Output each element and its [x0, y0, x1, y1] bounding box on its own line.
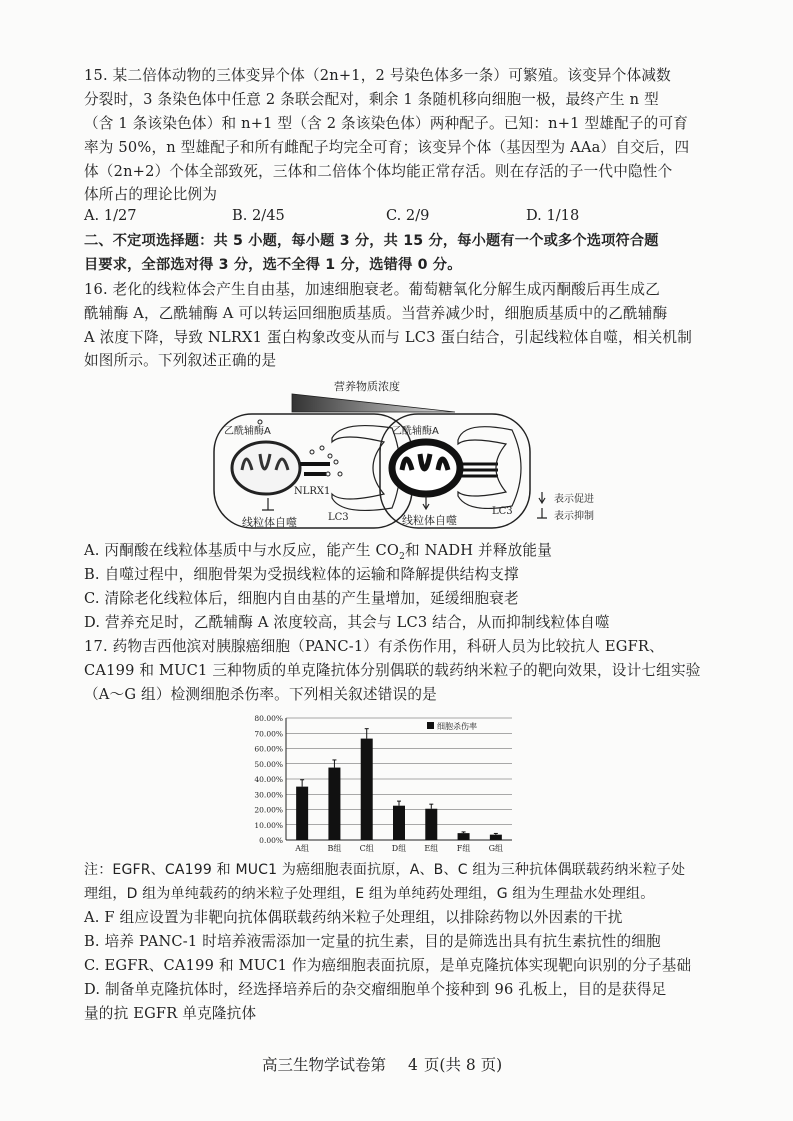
bar-E组 — [425, 809, 437, 840]
q16-line: 如图所示。下列叙述正确的是 — [84, 352, 277, 369]
q16-option-a[interactable] — [84, 541, 552, 567]
page-number: 4 — [408, 1056, 418, 1074]
legend-inhibit-label: 表示抑制 — [554, 511, 594, 522]
nlrx1-bar — [304, 472, 326, 476]
q17-note-line: 理组，D 组为单纯载药的纳米粒子处理组，E 组为单纯药处理组，G 组为生理盐水处理组。 — [84, 886, 655, 902]
q17-line: （A～G 组）检测细胞杀伤率。下列相关叙述错误的是 — [84, 686, 437, 703]
q15-line: 率为 50%，n 型雄配子和所有雌配子均完全可育；该变异个体（基因型为 AAa）自交后，四 — [84, 139, 690, 156]
x-tick-label: G组 — [488, 844, 504, 853]
y-tick-label: 80.00% — [254, 714, 283, 723]
q16-line: 16. 老化的线粒体会产生自由基，加速细胞衰老。葡萄糖氧化分解生成丙酮酸后再生成乙 — [84, 281, 661, 298]
right-phagophore — [458, 427, 521, 509]
y-tick-label: 30.00% — [254, 790, 283, 800]
inhibit-symbol — [262, 498, 274, 510]
q17-note-line: 注：EGFR、CA199 和 MUC1 为癌细胞表面抗原，A、B、C 组为三种抗体偶联载药纳米粒子处 — [84, 862, 686, 878]
q16-line: A 浓度下降，导致 NLRX1 蛋白构象改变从而与 LC3 蛋白结合，引起线粒体自噬，相关机制 — [84, 329, 692, 346]
q17-line: 17. 药物吉西他滨对胰腺癌细胞（PANC-1）有杀伤作用，科研人员为比较抗人 EGFR、 — [84, 638, 664, 655]
nutrient-gradient-wedge — [292, 394, 455, 412]
gradient-label: 营养物质浓度 — [334, 380, 400, 393]
chart-x-ticks — [294, 844, 503, 853]
y-tick-label: 40.00% — [254, 775, 283, 784]
legend-label: 细胞杀伤率 — [437, 722, 477, 731]
q15-option-a[interactable]: A. 1/27 — [84, 207, 137, 224]
bar-B组 — [328, 768, 340, 840]
q15-line: 15. 某二倍体动物的三体变异个体（2n+1，2 号染色体多一条）可繁殖。该变异个体减数 — [84, 67, 671, 84]
q15-line: 体（2n+2）个体全部致死，三体和二倍体个体均能正常存活。则在存活的子一代中隐性个 — [84, 163, 673, 180]
q15-option-c[interactable]: C. 2/9 — [386, 207, 430, 224]
q15-option-b[interactable]: B. 2/45 — [232, 207, 285, 224]
y-tick-label: 10.00% — [254, 820, 283, 830]
footer-total: 页(共 8 页) — [423, 1056, 503, 1074]
bar-G组 — [490, 835, 502, 840]
chart-y-ticks — [254, 714, 283, 845]
promote-arrow — [423, 496, 429, 509]
q16-line: 酰辅酶 A，乙酰辅酶 A 可以转运回细胞质基质。当营养减少时，细胞质基质中的乙酰辅酶 — [84, 305, 668, 322]
page-footer — [262, 1053, 502, 1075]
y-tick-label: 0.00% — [259, 836, 283, 845]
nlrx1-bar — [300, 462, 330, 466]
right-acetyl-coa-label: 乙酰辅酶A — [392, 426, 439, 437]
y-tick-label: 20.00% — [254, 805, 283, 815]
x-tick-label: F组 — [456, 844, 471, 853]
q17-option-d-cont: 量的抗 EGFR 单克隆抗体 — [84, 1005, 257, 1022]
x-tick-label: D组 — [391, 844, 407, 853]
legend-promote-icon — [539, 492, 545, 503]
q16-option-c[interactable]: C. 清除老化线粒体后，细胞内自由基的产生量增加，延缓细胞衰老 — [84, 590, 519, 607]
bar-F组 — [458, 833, 470, 840]
lc3-binding-complex — [460, 464, 498, 476]
section-2-line: 目要求，全部选对得 3 分，选不全得 1 分，选错得 0 分。 — [84, 257, 462, 273]
x-tick-label: C组 — [359, 844, 374, 853]
legend-promote-label: 表示促进 — [554, 494, 594, 505]
cell-kill-rate-chart — [230, 712, 520, 860]
legend-inhibit-icon — [537, 508, 547, 518]
q16-option-a-text-end: 和 NADH 并释放能量 — [405, 542, 552, 559]
q16-option-b[interactable]: B. 自噬过程中，细胞骨架为受损线粒体的运输和降解提供结构支撑 — [84, 566, 519, 583]
left-lc3-label: LC3 — [328, 512, 349, 523]
right-outcome-label: 线粒体自噬 — [402, 514, 457, 527]
x-tick-label: B组 — [327, 844, 342, 853]
nlrx1-label: NLRX1 — [294, 486, 331, 497]
x-tick-label: E组 — [424, 844, 439, 853]
q17-line: CA199 和 MUC1 三种物质的单克隆抗体分别偶联的载药纳米粒子的靶向效果，设计七组实验 — [84, 662, 701, 679]
q16-option-a-text: A. 丙酮酸在线粒体基质中与水反应，能产生 CO — [84, 542, 400, 559]
mitophagy-diagram — [212, 378, 622, 530]
y-tick-label: 50.00% — [254, 759, 283, 769]
bar-A组 — [296, 787, 308, 840]
legend-swatch — [427, 722, 434, 729]
q15-option-d[interactable]: D. 1/18 — [526, 207, 580, 224]
section-2-line: 二、不定项选择题：共 5 小题，每小题 3 分，共 15 分，每小题有一个或多个选项符合题 — [84, 233, 659, 249]
q15-line: 分裂时，3 条染色体中任意 2 条联会配对，剩余 1 条随机移向细胞一极，最终产生 n 型 — [84, 91, 659, 108]
chart-bars — [296, 729, 502, 840]
left-acetyl-coa-label: 乙酰辅酶A — [224, 426, 271, 437]
bar-C组 — [361, 739, 373, 840]
q17-option-a[interactable]: A. F 组应设置为非靶向抗体偶联载药纳米粒子处理组，以排除药物以外因素的干扰 — [84, 909, 623, 926]
x-tick-label: A组 — [295, 844, 310, 853]
q15-line: 体所占的理论比例为 — [84, 186, 218, 203]
q15-line: （含 1 条该染色体）和 n+1 型（含 2 条该染色体）两种配子。已知：n+1 型雄配子的可育 — [84, 115, 689, 132]
right-lc3-label: LC3 — [492, 506, 513, 517]
y-tick-label: 60.00% — [254, 744, 283, 754]
co2-subscript: 2 — [399, 551, 406, 562]
footer-title: 高三生物学试卷第 — [262, 1056, 387, 1074]
bar-D组 — [393, 806, 405, 840]
q16-option-d[interactable]: D. 营养充足时，乙酰辅酶 A 浓度较高，其会与 LC3 结合，从而抑制线粒体自噬 — [84, 614, 610, 631]
y-tick-label: 70.00% — [254, 729, 283, 739]
left-outcome-label: 线粒体自噬 — [242, 516, 297, 529]
q17-option-b[interactable]: B. 培养 PANC-1 时培养液需添加一定量的抗生素，目的是筛选出具有抗生素抗性的细胞 — [84, 933, 661, 950]
q17-option-c[interactable]: C. EGFR、CA199 和 MUC1 作为癌细胞表面抗原，是单克隆抗体实现靶向识别的分子基础 — [84, 957, 692, 974]
q17-option-d[interactable]: D. 制备单克隆抗体时，经选择培养后的杂交瘤细胞单个接种到 96 孔板上，目的是获得足 — [84, 981, 667, 998]
